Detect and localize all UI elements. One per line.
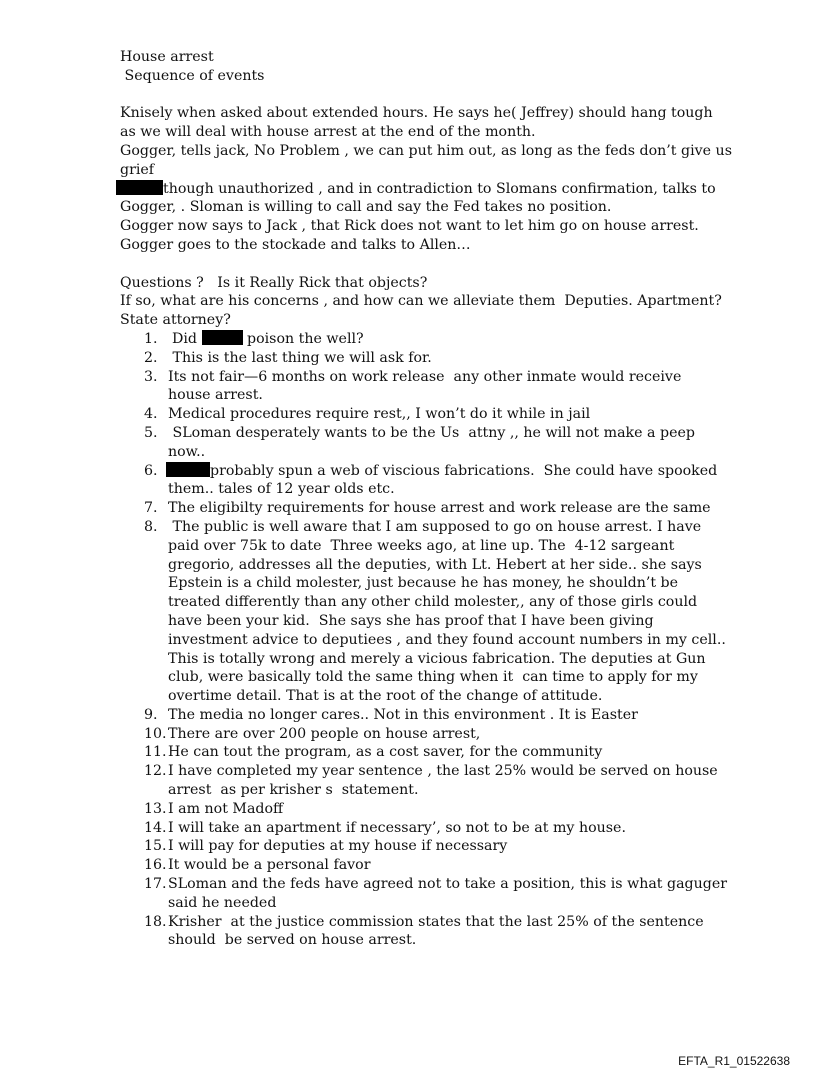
item-line: I will take an apartment if necessary’, so not to be at my house.	[168, 819, 626, 836]
item-number: 9.	[144, 706, 158, 723]
item-line: He can tout the program, as a cost saver, for the community	[168, 744, 603, 761]
question-item	[120, 706, 700, 725]
question-item	[120, 837, 700, 856]
item-number: 6.	[144, 462, 158, 479]
item-line: said he needed	[168, 894, 277, 911]
questions-line: If so, what are his concerns , and how can we alleviate them Deputies. Apartment?	[120, 293, 722, 310]
paragraph-line: as we will deal with house arrest at the end of the month.	[120, 124, 536, 141]
item-number: 16.	[144, 857, 167, 874]
question-item	[120, 725, 700, 744]
item-number: 2.	[144, 349, 158, 366]
question-item	[120, 875, 728, 913]
item-number: 17.	[144, 876, 167, 893]
paragraph-line: Gogger, . Sloman is willing to call and say the Fed takes no position.	[120, 199, 612, 216]
question-item	[120, 518, 726, 706]
item-line: The media no longer cares.. Not in this environment . It is Easter	[168, 706, 638, 723]
question-item	[120, 462, 718, 500]
question-item	[120, 856, 700, 875]
item-line: Epstein is a child molester, just because he has money, he shouldn’t be	[168, 575, 679, 592]
item-text: Did	[172, 330, 202, 347]
item-line: should be served on house arrest.	[168, 932, 417, 949]
question-item	[120, 800, 700, 819]
item-line: This is totally wrong and merely a vicious fabrication. The deputies at Gun	[168, 650, 706, 667]
redaction-box	[116, 180, 163, 195]
question-item	[120, 349, 700, 368]
spacer	[120, 255, 700, 274]
item-line: I have completed my year sentence , the last 25% would be served on house	[168, 763, 718, 780]
redaction-box	[202, 330, 243, 345]
document-body	[120, 48, 732, 950]
question-item	[120, 499, 711, 518]
item-number: 18.	[144, 913, 167, 930]
item-line: treated differently than any other child molester,, any of those girls could	[168, 594, 698, 611]
item-number: 15.	[144, 838, 167, 855]
item-number: 12.	[144, 763, 167, 780]
questions-line: State attorney?	[120, 312, 231, 329]
question-item	[120, 762, 718, 800]
paragraph-line: Gogger now says to Jack , that Rick does not want to let him go on house arrest.	[120, 218, 699, 235]
item-line: investment advice to deputiees , and they found account numbers in my cell..	[168, 631, 726, 648]
doc-subtitle: Sequence of events	[120, 67, 265, 84]
item-line: SLoman desperately wants to be the Us attny ,, he will not make a peep	[168, 424, 695, 441]
questions-list	[120, 330, 728, 950]
paragraph-text: though unauthorized , and in contradiction to Slomans confirmation, talks to	[163, 180, 716, 197]
item-number: 10.	[144, 725, 167, 742]
redaction-box	[166, 462, 210, 477]
item-text: poison the well?	[242, 330, 364, 347]
item-line: Medical procedures require rest,, I won’t do it while in jail	[168, 406, 591, 423]
item-line: house arrest.	[168, 387, 263, 404]
item-line: The eligibilty requirements for house arrest and work release are the same	[168, 500, 711, 517]
item-line: The public is well aware that I am supposed to go on house arrest. I have	[168, 518, 702, 535]
paragraph-line-redacted	[116, 180, 716, 199]
item-line: SLoman and the feds have agreed not to take a position, this is what gaguger	[168, 876, 728, 893]
paragraph-line: Gogger goes to the stockade and talks to Allen…	[120, 236, 471, 253]
question-item	[120, 424, 700, 462]
item-line: I will pay for deputies at my house if necessary	[168, 838, 508, 855]
spacer	[120, 86, 700, 105]
item-line: Its not fair—6 months on work release any other inmate would receive	[168, 368, 682, 385]
item-number: 5.	[144, 424, 158, 441]
item-line: overtime detail. That is at the root of the change of attitude.	[168, 688, 603, 705]
question-item	[120, 405, 700, 424]
item-number: 4.	[144, 406, 158, 423]
question-item	[120, 913, 704, 951]
item-line-redacted	[168, 330, 700, 349]
question-item	[120, 330, 700, 349]
questions-line: Questions ? Is it Really Rick that objects?	[120, 274, 428, 291]
item-text: probably spun a web of viscious fabrications. She could have spooked	[210, 462, 718, 479]
item-line: have been your kid. She says she has proof that I have been giving	[168, 612, 654, 629]
item-line-redacted	[168, 462, 718, 481]
item-line: It would be a personal favor	[168, 857, 371, 874]
doc-title: House arrest	[120, 49, 214, 65]
item-line: now..	[168, 443, 206, 460]
item-line: club, were basically told the same thing when it can time to apply for my	[168, 669, 698, 686]
question-item	[120, 819, 700, 838]
item-line: arrest as per krisher s statement.	[168, 782, 419, 799]
item-number: 13.	[144, 800, 167, 817]
item-number: 14.	[144, 819, 167, 836]
item-number: 8.	[144, 518, 158, 535]
document-id-footer: EFTA_R1_01522638	[678, 1054, 790, 1068]
question-item	[120, 368, 700, 406]
item-line: gregorio, addresses all the deputies, with Lt. Hebert at her side.. she says	[168, 556, 702, 573]
item-line: I am not Madoff	[168, 800, 284, 817]
item-number: 7.	[144, 500, 158, 517]
item-line: paid over 75k to date Three weeks ago, at line up. The 4-12 sargeant	[168, 537, 675, 554]
item-line: This is the last thing we will ask for.	[168, 349, 432, 366]
item-line: There are over 200 people on house arrest,	[168, 725, 481, 742]
item-number: 11.	[144, 744, 167, 761]
item-line: Krisher at the justice commission states that the last 25% of the sentence	[168, 913, 704, 930]
paragraph-line: Knisely when asked about extended hours. He says he( Jeffrey) should hang tough	[120, 105, 713, 122]
question-item	[120, 743, 700, 762]
item-number: 1.	[144, 330, 158, 347]
item-number: 3.	[144, 368, 158, 385]
item-line: them.. tales of 12 year olds etc.	[168, 481, 395, 498]
paragraph-line: Gogger, tells jack, No Problem , we can put him out, as long as the feds don’t give us	[120, 142, 732, 159]
paragraph-line: grief	[120, 161, 155, 178]
